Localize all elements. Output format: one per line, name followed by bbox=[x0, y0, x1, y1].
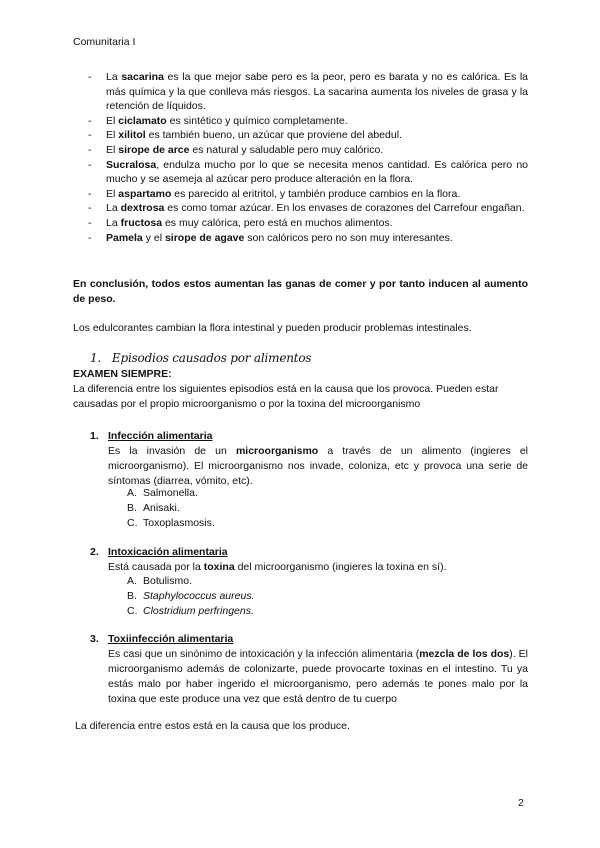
episode-number: 3. bbox=[90, 633, 99, 645]
episode-description: Está causada por la toxina del microorganismo (ingieres la toxina en sí). bbox=[108, 561, 447, 573]
episode-number: 2. bbox=[90, 546, 99, 558]
section-heading bbox=[90, 351, 311, 365]
conclusion-paragraph: En conclusión, todos estos aumentan las ganas de comer y por tanto inducen al aumento de peso. bbox=[73, 278, 528, 305]
flora-note: Los edulcorantes cambian la flora intestinal y pueden producir problemas intestinales. bbox=[73, 322, 472, 334]
sweeteners-list bbox=[88, 70, 528, 245]
list-item: A. Salmonella. bbox=[127, 487, 198, 499]
episode-number: 1. bbox=[90, 430, 99, 442]
list-item: - La sacarina es la que mejor sabe pero es la peor, pero es barata y no es calórica. Es la más química y la que conlleva más riesgos. La sacarina aumenta los niveles de grasa y la retención de líquidos. bbox=[88, 71, 528, 113]
intro-paragraph: La diferencia entre los siguientes episodios está en la causa que los provoca. Pueden estar causadas por el propio microorganismo o por la toxina del microorganismo bbox=[73, 383, 499, 410]
episode-title: Intoxicación alimentaria bbox=[108, 546, 228, 558]
episode-description: Es la invasión de un microorganismo a través de un alimento (ingieres el microorganismo). El microorganismo nos invade, coloniza, etc y provoca una serie de síntomas (diarrea, vómito, etc). bbox=[108, 445, 528, 487]
exam-note: EXAMEN SIEMPRE: bbox=[73, 368, 172, 380]
list-item: C. Clostridium perfringens. bbox=[127, 605, 254, 617]
section-number: 1. bbox=[90, 351, 102, 365]
page-header: Comunitaria I bbox=[73, 36, 136, 48]
list-item: B. Staphylococcus aureus. bbox=[127, 590, 255, 602]
list-item: - El ciclamato es sintético y químico completamente. bbox=[88, 114, 348, 127]
list-item: - La dextrosa es como tomar azúcar. En los envases de corazones del Carrefour engañan. bbox=[88, 202, 525, 215]
list-item: B. Anisaki. bbox=[127, 502, 180, 514]
section-title: Episodios causados por alimentos bbox=[111, 351, 312, 365]
episode-title: Toxiinfección alimentaria bbox=[108, 633, 234, 645]
list-item: C. Toxoplasmosis. bbox=[127, 517, 215, 529]
list-item: - El aspartamo es parecido al eritritol, y también produce cambios en la flora. bbox=[88, 187, 461, 200]
list-item: A. Botulismo. bbox=[127, 575, 193, 587]
list-item: - El sirope de arce es natural y saludable pero muy calórico. bbox=[88, 143, 384, 156]
list-item: - Sucralosa, endulza mucho por lo que se necesita menos cantidad. Es calórica pero no mucho y se asemeja al azúcar pero produce alteración en la flora. bbox=[88, 158, 528, 186]
list-item: - Pamela y el sirope de agave son calóricos pero no son muy interesantes. bbox=[88, 231, 453, 244]
page-number: 2 bbox=[518, 797, 524, 809]
episode-title: Infección alimentaria bbox=[108, 430, 213, 442]
list-item: - El xilitol es también bueno, un azúcar que proviene del abedul. bbox=[88, 129, 402, 142]
episode-description: Es casi que un sinónimo de intoxicación y la infección alimentaria (mezcla de los dos). El microorganismo además de colonizarte, puede provocarte toxinas en el intestino. Tu ya estás malo por haber ingerido el microorganismo, pero además te pones malo por la toxina que este produce una vez que está dentro de tu cuerpo bbox=[108, 648, 528, 705]
closing-paragraph: La diferencia entre estos está en la causa que los produce. bbox=[75, 720, 350, 732]
list-item: - La fructosa es muy calórica, pero está en muchos alimentos. bbox=[88, 216, 393, 229]
